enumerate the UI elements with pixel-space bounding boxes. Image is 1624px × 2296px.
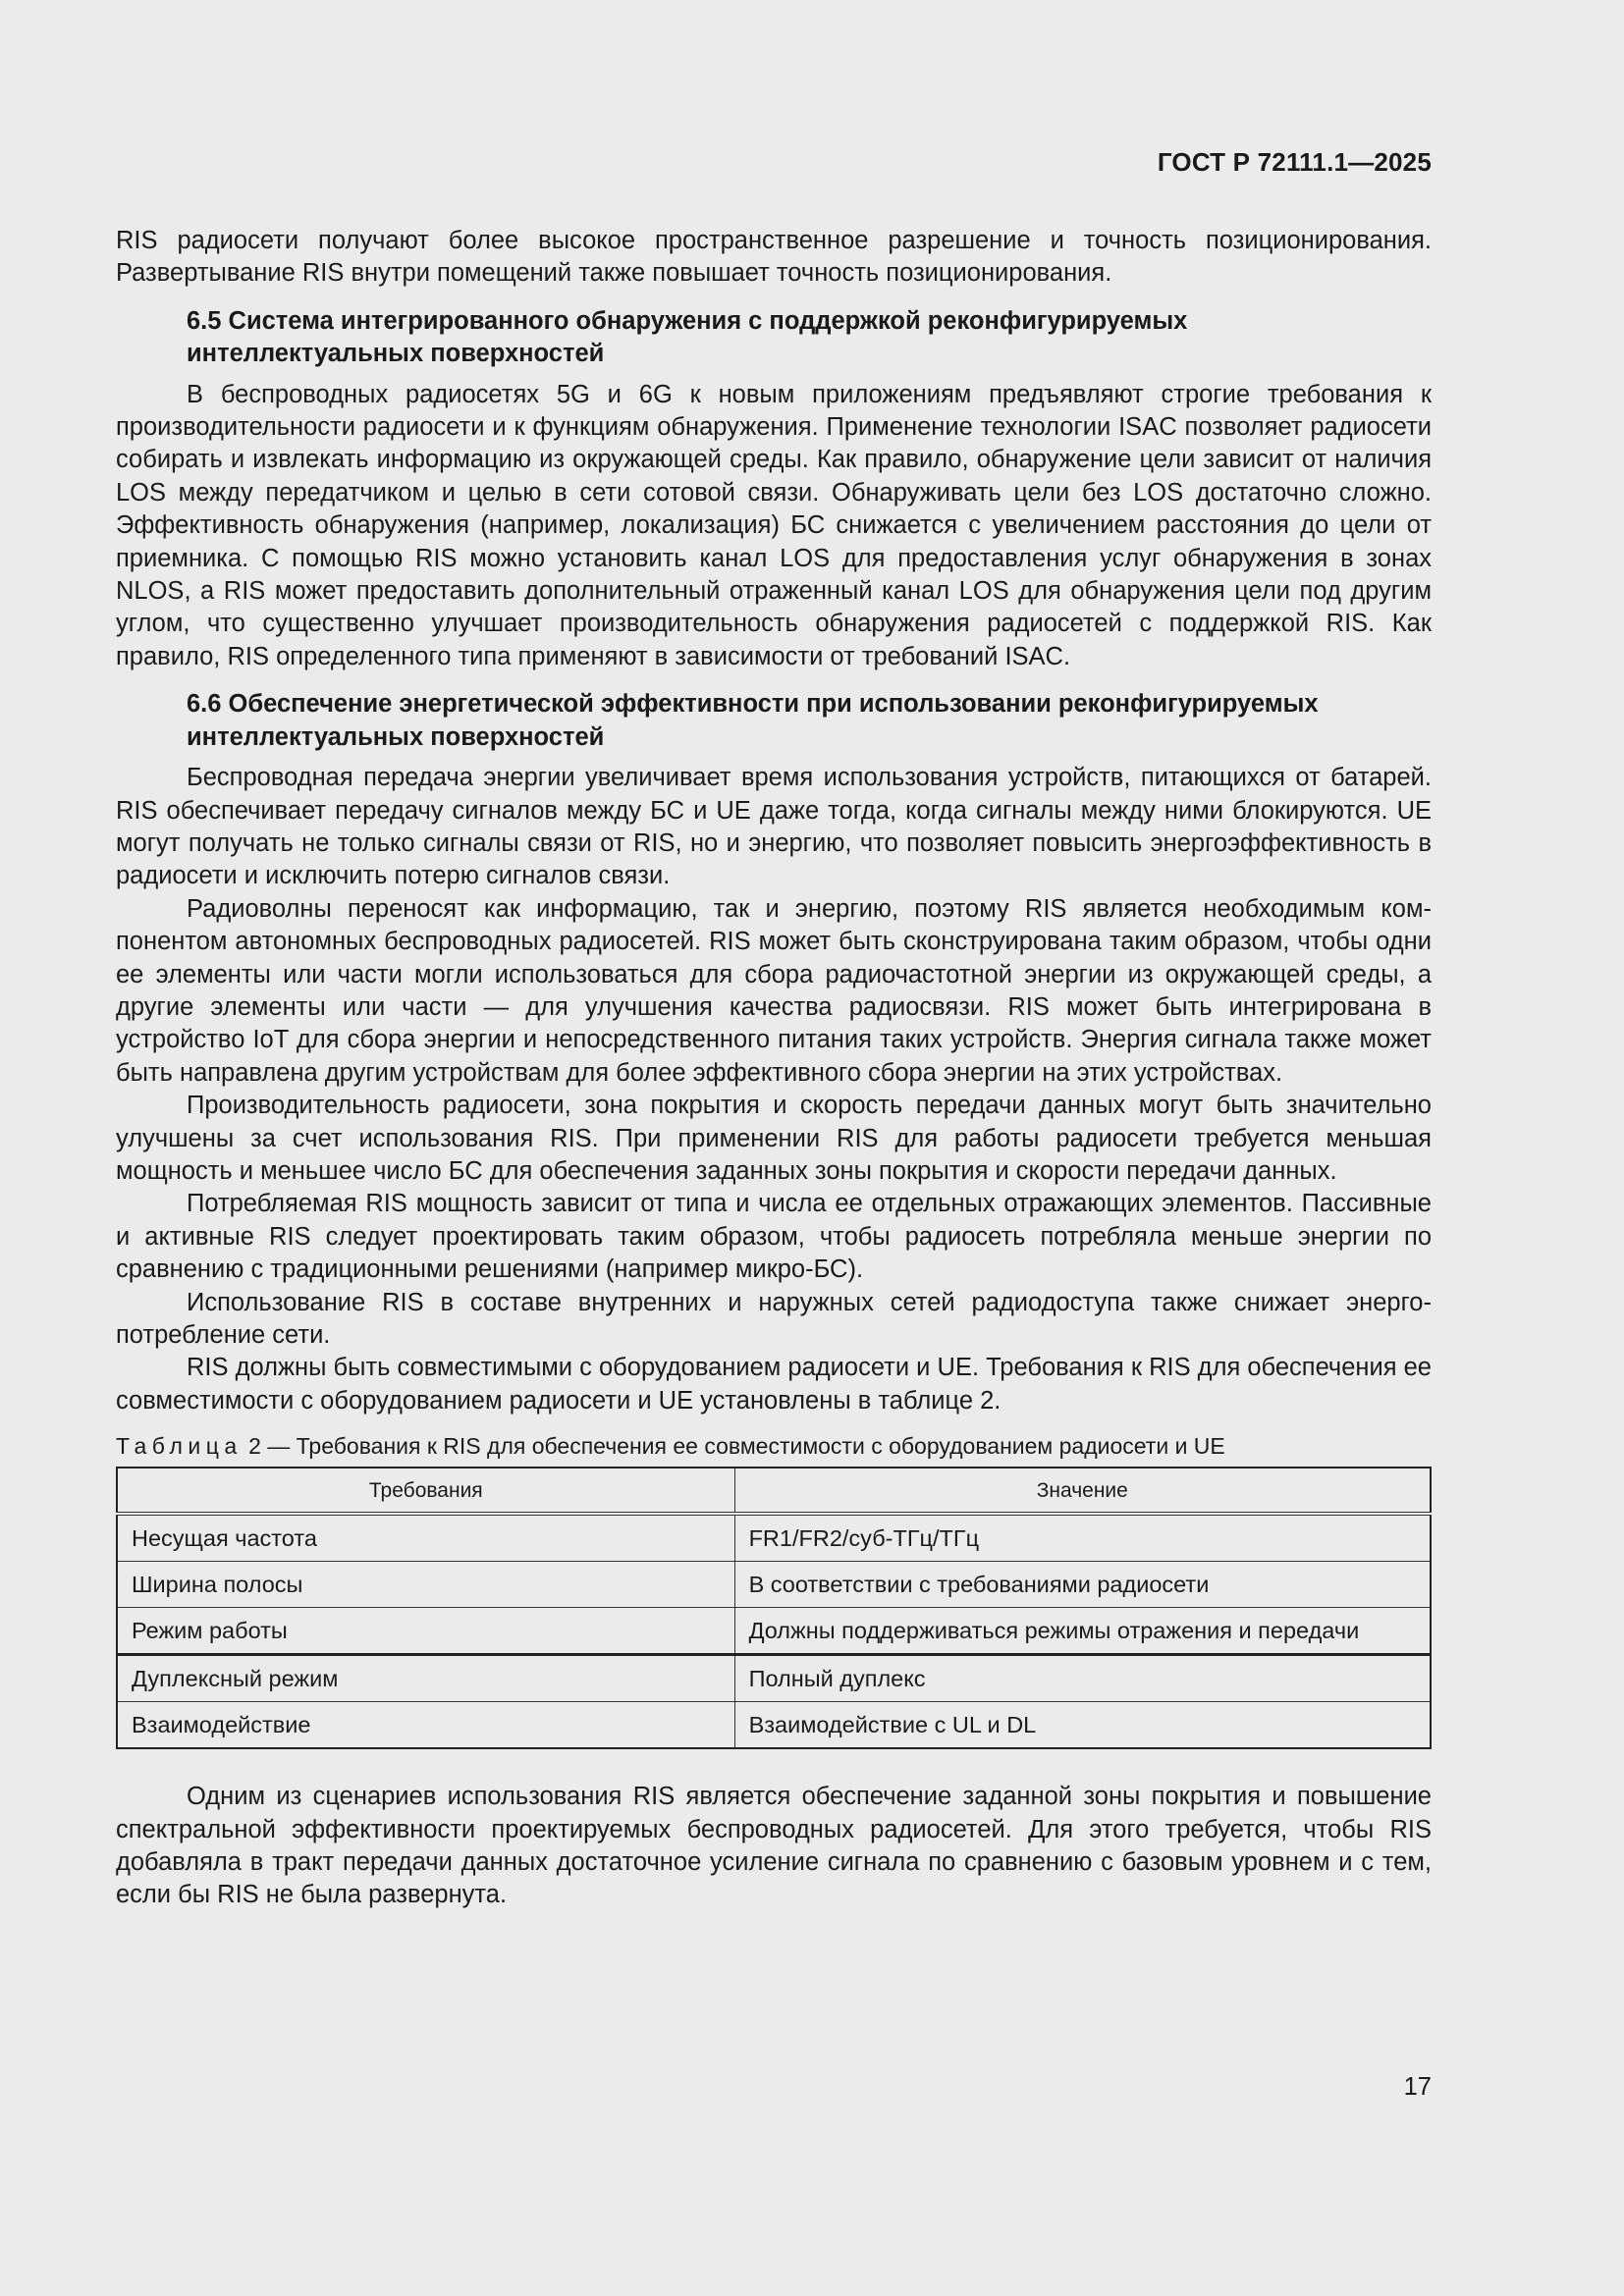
table-row	[117, 1562, 1431, 1608]
table-cell-requirement: Ширина полосы	[117, 1562, 734, 1608]
table-cell-value: Полный дуплекс	[734, 1655, 1431, 1702]
table-row	[117, 1514, 1431, 1562]
section-6-6-paragraph: RIS должны быть совместимыми с оборудованием радиосети и UE. Требования к RIS для обеспечения ее совместимости с оборудованием радиосети и UE установлены в таблице 2.	[116, 1354, 1432, 1415]
section-6-5-heading: 6.5 Система интегрированного обнаружения с поддержкой реконфигурируемых интеллектуальных поверхностей	[187, 306, 1188, 368]
section-6-6-paragraph: Беспроводная передача энергии увеличивает время использования устройств, питающихся от батарей. RIS обеспечивает передачу сигналов между БС и UE даже тогда, когда сигналы между ними блокируются. UE могут получать не только сигналы связи от RIS, но и энергию, что позволяет повысить энергоэффективность в радиосети и исключить потерю сигналов связи.	[116, 764, 1432, 890]
page-number: 17	[1403, 2073, 1432, 2101]
section-6-5-paragraph: В беспроводных радиосетях 5G и 6G к новым приложениям предъявляют строгие требования к производительности радиосети и к функциям обнаружения. Применение технологии ISAC позволяет радиосети собирать и извлекать информацию из окружающей среды. Как правило, обнаружение цели зависит от наличия LOS между передатчиком и целью в сети сотовой связи. Обнаруживать цели без LOS достаточно сложно. Эффективность обнаружения (например, локализация) БС снижается с увеличением расстояния до цели от приемника. С помощью RIS можно установить канал LOS для предоставления услуг обнаружения в зонах NLOS, а RIS может предоставить дополнительный отраженный канал LOS для обнаружения цели под другим углом, что существенно улучшает производительность обнаружения радиосетей с поддержкой RIS. Как правило, RIS определенного типа применяют в зависимости от требований ISAC.	[116, 380, 1432, 670]
table-cell-value: FR1/FR2/суб-ТГц/ТГц	[734, 1514, 1431, 1562]
table-header-requirements: Требования	[117, 1468, 734, 1514]
table-cell-requirement: Дуплексный режим	[117, 1655, 734, 1702]
page-content	[116, 225, 1432, 1912]
table-cell-requirement: Несущая частота	[117, 1514, 734, 1562]
table-cell-value: Взаимодействие с UL и DL	[734, 1702, 1431, 1749]
table-cell-requirement: Режим работы	[117, 1608, 734, 1655]
requirements-table	[116, 1467, 1432, 1749]
section-6-6-paragraph: Потребляемая RIS мощность зависит от типа и числа ее отдельных отражающих элементов. Пассивные и активные RIS следует проектировать таким образом, чтобы радиосеть потребляла меньше энергии по сравнению с традиционными решениями (например микро-БС).	[116, 1190, 1432, 1284]
table-row	[117, 1655, 1431, 1702]
table-cell-value: Должны поддерживаться режимы отражения и передачи	[734, 1608, 1431, 1655]
section-6-6-heading: 6.6 Обеспечение энергетической эффективности при использовании реконфигурируемых интеллектуальных поверхностей	[187, 690, 1319, 751]
table-caption-label: Таблица	[116, 1433, 243, 1460]
intro-paragraph: RIS радиосети получают более высокое пространственное разрешение и точность позиционирования. Развертывание RIS внутри помещений также повышает точность позиционирования.	[116, 227, 1432, 288]
table-caption	[116, 1431, 1432, 1461]
table-header-row	[117, 1468, 1431, 1514]
section-6-6-paragraph: Использование RIS в составе внутренних и наружных сетей радиодоступа также снижает энергопотребление сети.	[116, 1288, 1432, 1349]
closing-paragraph: Одним из сценариев использования RIS является обеспечение заданной зоны покрытия и повышение спектральной эффективности проектируемых беспроводных радиосетей. Для этого требуется, чтобы RIS добавляла в тракт передачи данных достаточное усиление сигнала по сравнению с базовым уровнем и с тем, если бы RIS не была развернута.	[116, 1783, 1432, 1909]
table-caption-text: 2 — Требования к RIS для обеспечения ее совместимости с оборудованием радиосети и UE	[242, 1433, 1225, 1460]
table-cell-value: В соответствии с требованиями радиосети	[734, 1562, 1431, 1608]
table-header-value: Значение	[734, 1468, 1431, 1514]
document-id-header: ГОСТ Р 72111.1—2025	[1157, 147, 1432, 177]
table-row	[117, 1702, 1431, 1749]
section-6-6-paragraph: Производительность радиосети, зона покрытия и скорость передачи данных могут быть значительно улучшены за счет использования RIS. При применении RIS для работы радиосети требуется меньшая мощность и меньшее число БС для обеспечения заданных зоны покрытия и скорости передачи данных.	[116, 1092, 1432, 1185]
table-row	[117, 1608, 1431, 1655]
table-cell-requirement: Взаимодействие	[117, 1702, 734, 1749]
section-6-6-paragraph: Радиоволны переносят как информацию, так и энергию, поэтому RIS является необходимым компонентом автономных беспроводных радиосетей. RIS может быть сконструирована таким образом, чтобы одни ее элементы или части могли использоваться для сбора радиочастотной энергии из окружающей среды, а другие элементы или части — для улучшения качества радиосвязи. RIS может быть интегрирована в устройство IoT для сбора энергии и непосредственного питания таких устройств. Энергия сигнала также может быть направлена другим устройствам для более эффективного сбора энергии на этих устройствах.	[116, 894, 1432, 1087]
